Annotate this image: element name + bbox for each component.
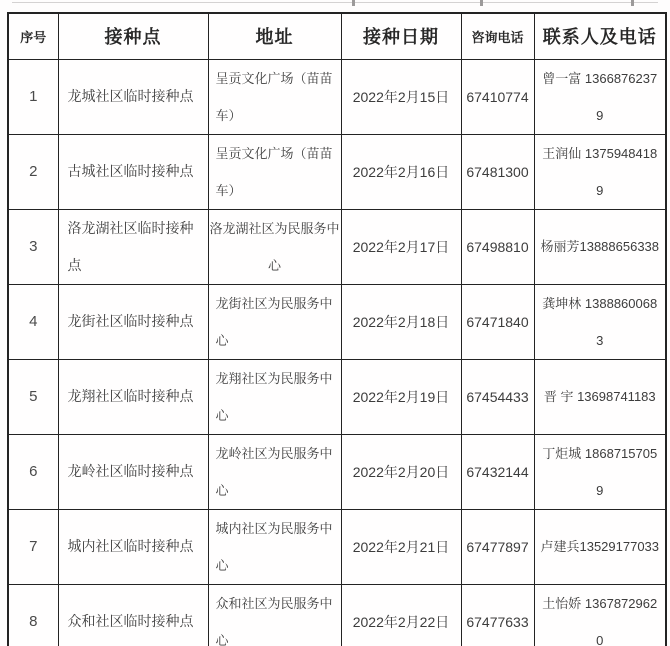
col-header-site: 接种点 xyxy=(58,13,208,59)
cell-address xyxy=(208,209,341,284)
cell-date: 2022年2月18日 xyxy=(341,284,461,359)
cell-phone: 67432144 xyxy=(461,434,534,509)
cell-address-line: 心 xyxy=(215,407,229,423)
col-header-no: 序号 xyxy=(8,13,58,59)
cell-site xyxy=(58,359,208,434)
cell-phone: 67477633 xyxy=(461,584,534,646)
cell-contact xyxy=(534,209,666,284)
cell-address-line: 车） xyxy=(215,107,242,123)
cell-site-line: 古城社区临时接种点 xyxy=(67,163,194,179)
cell-contact xyxy=(534,509,666,584)
col-header-address: 地址 xyxy=(208,13,341,59)
cell-site-line: 城内社区临时接种点 xyxy=(67,538,194,554)
cell-date: 2022年2月20日 xyxy=(341,434,461,509)
cell-no: 8 xyxy=(8,584,58,646)
cell-address xyxy=(208,434,341,509)
col-header-date: 接种日期 xyxy=(341,13,461,59)
cell-contact xyxy=(534,59,666,134)
cell-no: 5 xyxy=(8,359,58,434)
cell-date: 2022年2月22日 xyxy=(341,584,461,646)
cell-site-line: 龙翔社区临时接种点 xyxy=(67,388,194,404)
cell-site xyxy=(58,59,208,134)
cell-contact xyxy=(534,584,666,646)
cell-address xyxy=(208,134,341,209)
table-row xyxy=(8,209,666,284)
cell-contact-line: 杨丽芳13888656338 xyxy=(540,239,660,254)
cell-phone: 67471840 xyxy=(461,284,534,359)
cell-address-line: 龙岭社区为民服务中 xyxy=(215,445,333,461)
cell-phone: 67481300 xyxy=(461,134,534,209)
cell-address xyxy=(208,284,341,359)
col-header-phone: 咨询电话 xyxy=(461,13,534,59)
cell-site xyxy=(58,134,208,209)
cell-contact-line: 卢建兵13529177033 xyxy=(540,539,660,554)
cropped-text-artifact-mark xyxy=(352,0,355,6)
cell-site-line: 龙城社区临时接种点 xyxy=(67,88,194,104)
cell-site xyxy=(58,284,208,359)
cell-date: 2022年2月19日 xyxy=(341,359,461,434)
cropped-text-artifact-mark xyxy=(480,0,483,6)
cell-phone: 67477897 xyxy=(461,509,534,584)
cell-address xyxy=(208,59,341,134)
cell-phone: 67454433 xyxy=(461,359,534,434)
cell-date: 2022年2月16日 xyxy=(341,134,461,209)
table-body xyxy=(8,59,666,646)
cell-date: 2022年2月21日 xyxy=(341,509,461,584)
cell-address-line: 呈贡文化广场（苗苗 xyxy=(215,70,333,86)
cropped-text-artifact-line xyxy=(12,2,658,3)
cell-contact-line: 曾一富 1366876237 xyxy=(542,70,658,86)
cell-site xyxy=(58,509,208,584)
cell-address-line: 心 xyxy=(215,482,229,498)
cell-contact-line: 9 xyxy=(596,107,604,123)
cell-contact-line: 王润仙 1375948418 xyxy=(542,145,658,161)
cell-address-line: 心 xyxy=(215,332,229,348)
cell-site xyxy=(58,209,208,284)
cell-no: 7 xyxy=(8,509,58,584)
cell-contact-line: 0 xyxy=(596,632,604,646)
cell-address-line: 洛龙湖社区为民服务中 xyxy=(209,220,340,236)
col-header-contact: 联系人及电话 xyxy=(534,13,666,59)
cropped-text-artifact-mark xyxy=(631,0,634,6)
cell-site-line: 龙岭社区临时接种点 xyxy=(67,463,194,479)
cell-address-line: 众和社区为民服务中 xyxy=(215,595,333,611)
cell-address xyxy=(208,509,341,584)
cell-site-line: 洛龙湖社区临时接种 xyxy=(67,219,194,236)
cell-address-line: 心 xyxy=(215,557,229,573)
cell-contact xyxy=(534,134,666,209)
cell-contact xyxy=(534,284,666,359)
cell-address-line: 心 xyxy=(215,632,229,646)
cell-contact-line: 晋 宇 13698741183 xyxy=(543,389,656,404)
cell-site xyxy=(58,434,208,509)
cell-no: 4 xyxy=(8,284,58,359)
cell-contact-line: 土怡娇 1367872962 xyxy=(542,595,658,611)
cell-address xyxy=(208,584,341,646)
cell-address-line: 龙街社区为民服务中 xyxy=(215,295,333,311)
cell-address-line: 心 xyxy=(267,257,281,273)
cell-address-line: 呈贡文化广场（苗苗 xyxy=(215,145,333,161)
cell-address-line: 城内社区为民服务中 xyxy=(215,520,333,536)
cell-phone: 67498810 xyxy=(461,209,534,284)
cell-no: 2 xyxy=(8,134,58,209)
table-row xyxy=(8,434,666,509)
cell-site-line: 龙街社区临时接种点 xyxy=(67,313,194,329)
cell-contact-line: 9 xyxy=(596,182,604,198)
table-row xyxy=(8,509,666,584)
cell-phone: 67410774 xyxy=(461,59,534,134)
cell-date: 2022年2月17日 xyxy=(341,209,461,284)
cell-no: 3 xyxy=(8,209,58,284)
cell-contact-line: 3 xyxy=(596,332,604,348)
cell-contact xyxy=(534,359,666,434)
cell-address-line: 龙翔社区为民服务中 xyxy=(215,370,333,386)
vaccination-schedule-table xyxy=(7,12,667,646)
cell-contact-line: 丁炬城 1868715705 xyxy=(542,445,658,461)
cell-date: 2022年2月15日 xyxy=(341,59,461,134)
table-header xyxy=(8,13,666,59)
cell-site-line: 众和社区临时接种点 xyxy=(67,613,194,629)
cell-address-line: 车） xyxy=(215,182,242,198)
cell-site-line: 点 xyxy=(67,256,82,273)
table-row xyxy=(8,59,666,134)
table-row xyxy=(8,584,666,646)
cell-contact-line: 9 xyxy=(596,482,604,498)
cell-contact xyxy=(534,434,666,509)
cell-site xyxy=(58,584,208,646)
table-row xyxy=(8,134,666,209)
cell-address xyxy=(208,359,341,434)
cell-contact-line: 龚坤林 1388860068 xyxy=(542,295,658,311)
table-row xyxy=(8,359,666,434)
table-row xyxy=(8,284,666,359)
cell-no: 6 xyxy=(8,434,58,509)
cell-no: 1 xyxy=(8,59,58,134)
header-row xyxy=(8,13,666,59)
